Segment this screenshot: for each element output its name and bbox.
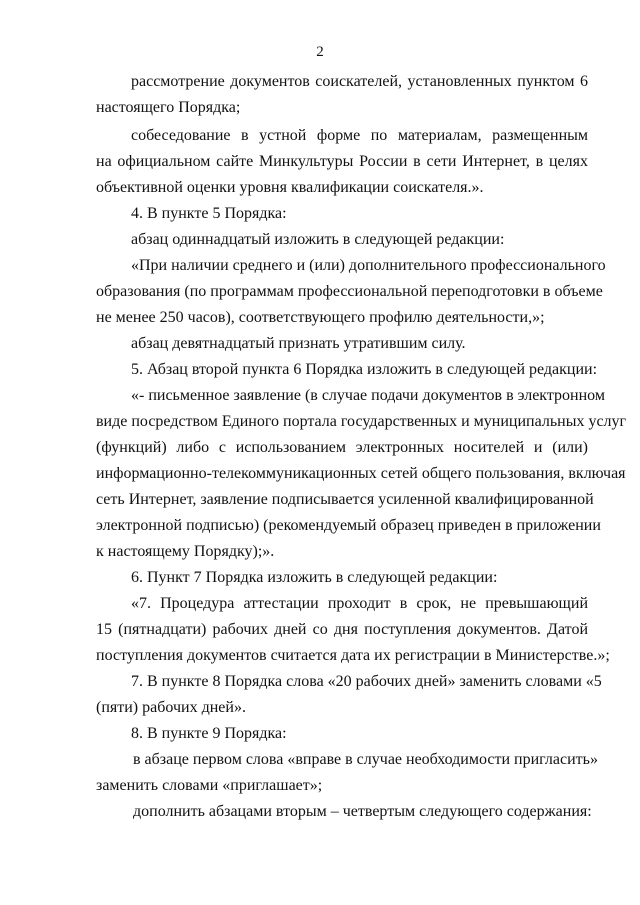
section-heading: 7. В пункте 8 Порядка слова «20 рабочих дней» заменить словами «5 [131,673,602,690]
paragraph-line: на официальном сайте Минкультуры России в сети Интернет, в целях [96,153,588,170]
paragraph-line: (пяти) рабочих дней». [96,699,246,716]
paragraph-line: «7. Процедура аттестации проходит в срок, не превышающий [131,595,588,612]
paragraph-line: дополнить абзацами вторым – четвертым следующего содержания: [133,803,592,820]
paragraph-line: в абзаце первом слова «вправе в случае необходимости пригласить» [133,751,598,768]
paragraph-line: «- письменное заявление (в случае подачи документов в электронном [131,387,605,404]
paragraph-line: (функций) либо с использованием электронных носителей и (или) [96,439,588,456]
section-heading: 8. В пункте 9 Порядка: [131,725,287,742]
section-heading: 6. Пункт 7 Порядка изложить в следующей редакции: [131,569,498,586]
paragraph-line: информационно-телекоммуникационных сетей общего пользования, включая [96,465,626,482]
paragraph-line: образования (по программам профессиональной переподготовки в объеме [96,283,603,300]
paragraph-line: абзац девятнадцатый признать утратившим силу. [131,335,466,352]
paragraph-line: собеседование в устной форме по материалам, размещенным [131,127,588,144]
paragraph-line: рассмотрение документов соискателей, установленных пунктом 6 [131,73,588,90]
page-number: 2 [316,44,324,60]
section-heading: 5. Абзац второй пункта 6 Порядка изложить в следующей редакции: [131,361,598,378]
paragraph-line: «При наличии среднего и (или) дополнительного профессионального [131,257,606,274]
paragraph-line: заменить словами «приглашает»; [96,777,323,794]
paragraph-line: объективной оценки уровня квалификации соискателя.». [96,179,484,196]
paragraph-line: виде посредством Единого портала государственных и муниципальных услуг [96,413,627,430]
paragraph-line: к настоящему Порядку);». [96,543,275,560]
paragraph-line: не менее 250 часов), соответствующего профилю деятельности,»; [96,309,545,326]
paragraph-line: сеть Интернет, заявление подписывается усиленной квалифицированной [96,491,594,508]
paragraph-line: абзац одиннадцатый изложить в следующей редакции: [131,231,505,248]
paragraph-line: поступления документов считается дата их регистрации в Министерстве.»; [96,647,610,664]
paragraph-line: настоящего Порядка; [96,99,241,116]
paragraph-line: электронной подписью) (рекомендуемый образец приведен в приложении [96,517,601,534]
section-heading: 4. В пункте 5 Порядка: [131,205,287,222]
paragraph-line: 15 (пятнадцати) рабочих дней со дня поступления документов. Датой [96,621,588,638]
